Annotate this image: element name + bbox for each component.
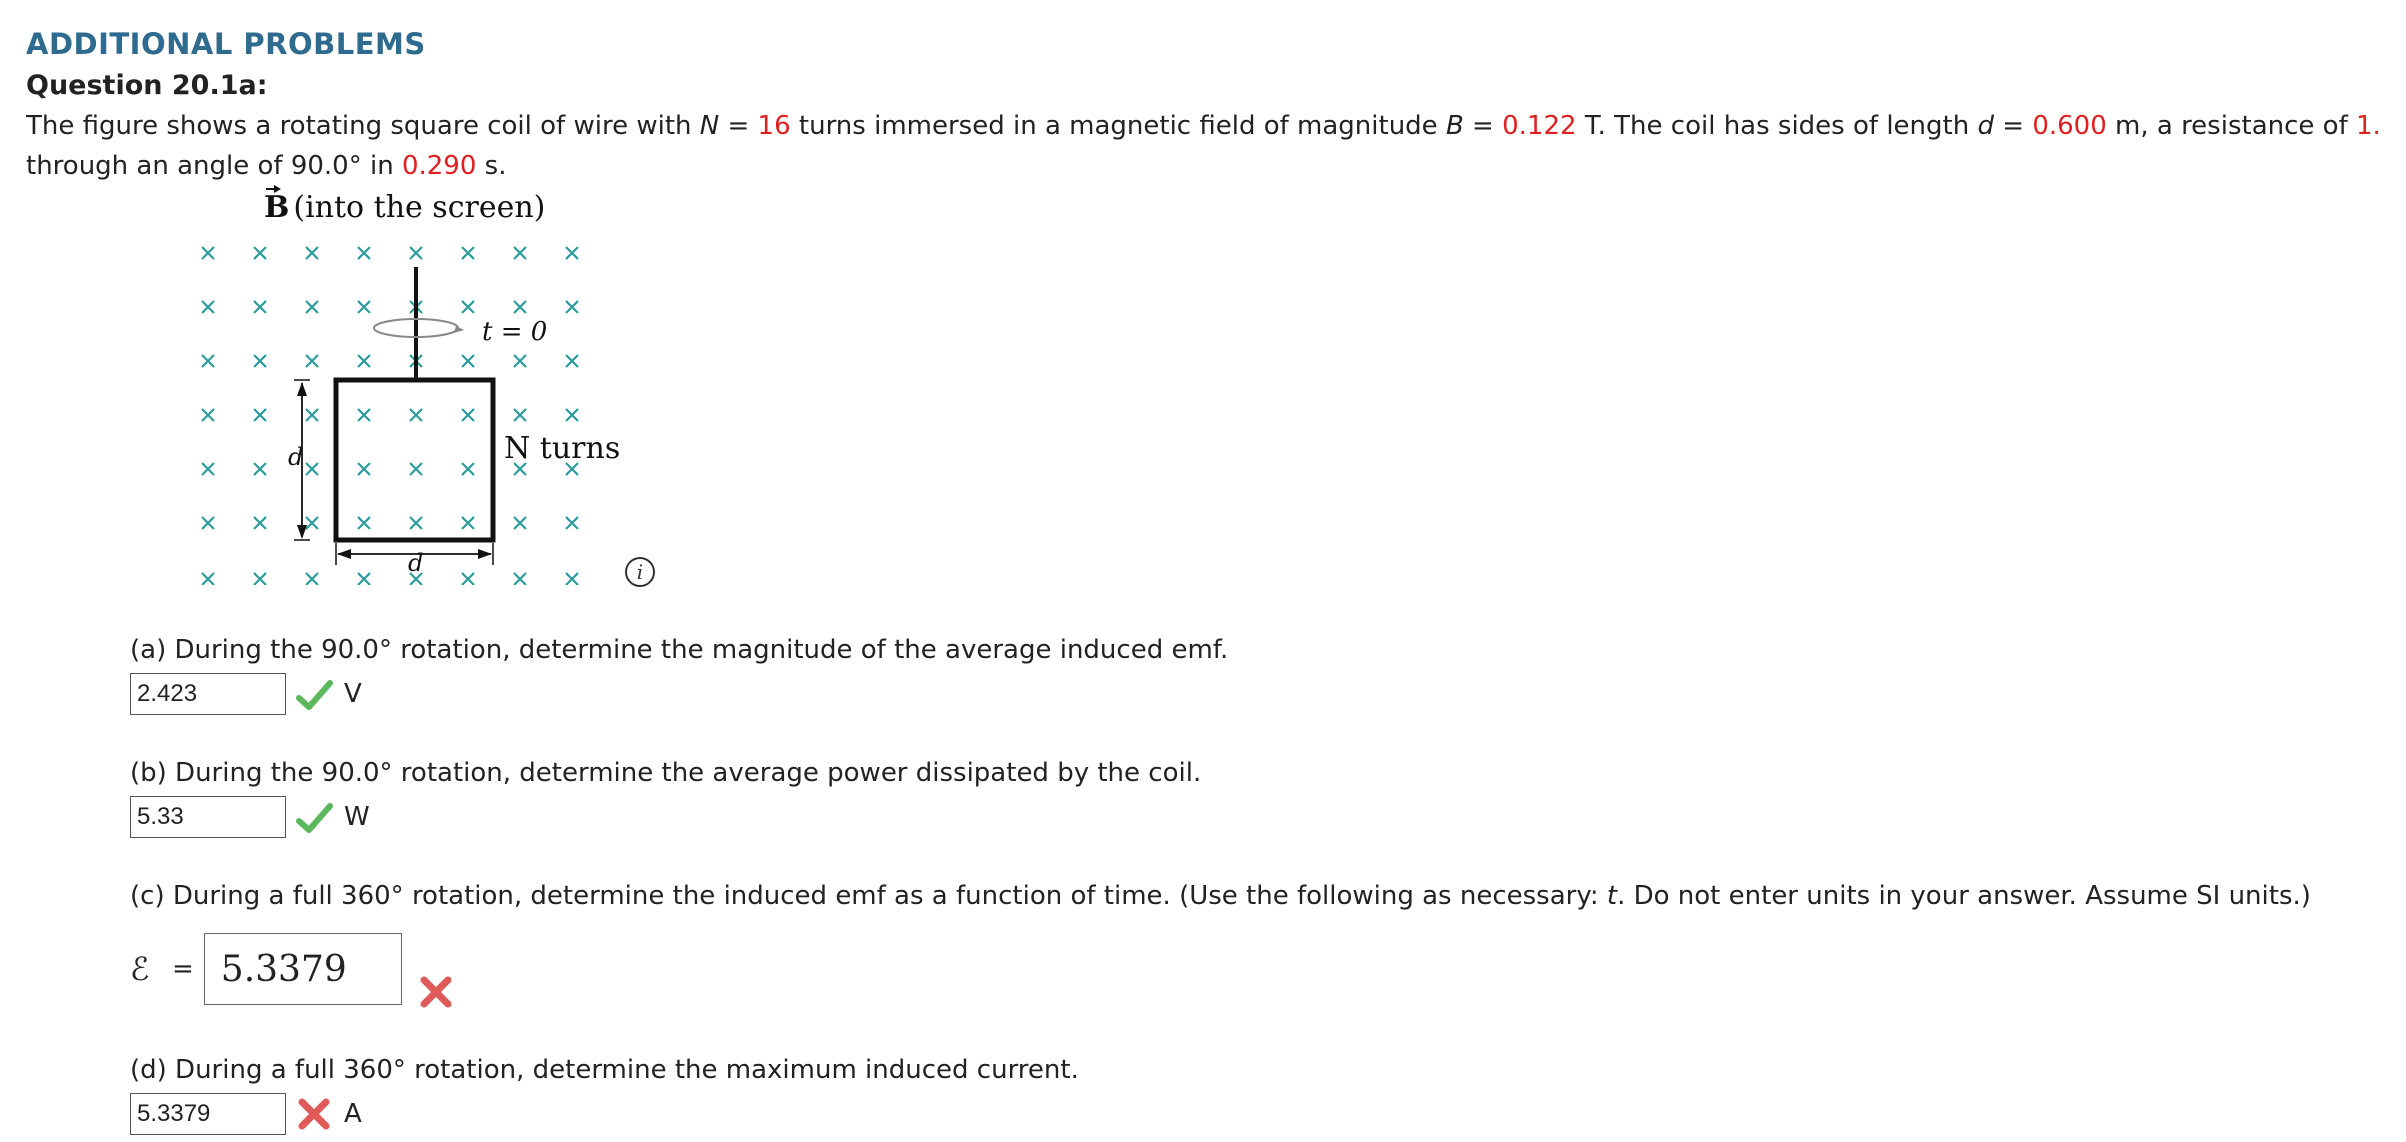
question-title: Question 20.1a: — [26, 70, 268, 101]
field-cross-mark — [514, 301, 526, 313]
field-cross-mark — [254, 247, 266, 259]
square-coil — [336, 380, 493, 540]
field-cross-mark — [306, 517, 318, 529]
part-a-answer-input[interactable] — [130, 673, 286, 715]
field-cross-mark — [202, 355, 214, 367]
field-cross-mark — [306, 301, 318, 313]
field-cross-mark — [358, 573, 370, 585]
rotation-arrowhead-icon — [454, 326, 464, 333]
given-t: 0.290 — [401, 151, 477, 181]
emf-equals: = — [172, 954, 194, 984]
coil-diagram — [160, 175, 640, 585]
field-cross-mark — [202, 409, 214, 421]
field-cross-mark — [358, 301, 370, 313]
given-R: 1. — [2355, 111, 2381, 141]
part-c-answer-input[interactable] — [204, 933, 402, 1005]
part-d-answer-input[interactable] — [130, 1093, 286, 1135]
field-cross-mark — [254, 517, 266, 529]
part-d — [130, 1052, 1079, 1136]
field-label: B (into the screen) — [264, 190, 546, 225]
field-cross-mark — [306, 409, 318, 421]
cross-icon — [416, 972, 456, 1012]
field-cross-mark — [566, 301, 578, 313]
part-c-label: (c) During a full 360° rotation, determine the induced emf as a function of time. (Use the following as necessary: t. Do not enter units in your answer. Assume SI units.) — [130, 881, 2311, 911]
field-cross-mark — [514, 355, 526, 367]
section-title: ADDITIONAL PROBLEMS — [26, 27, 426, 61]
question-statement: The figure shows a rotating square coil of wire with N = 16 turns immersed in a magnetic field of magnitude B = 0.122 T. The coil has sides of length d = 0.600 m, a resistance of 1. through an angle of 90.0° in 0.290 s. — [26, 111, 2381, 181]
field-cross-mark — [254, 463, 266, 475]
part-c — [130, 878, 2311, 1012]
d-label-vertical: d — [288, 443, 304, 471]
check-icon — [294, 674, 334, 714]
cross-icon — [294, 1094, 334, 1134]
field-cross-mark — [202, 573, 214, 585]
n-turns-label: N turns — [504, 431, 621, 466]
field-cross-mark — [358, 355, 370, 367]
check-icon — [294, 797, 334, 837]
field-cross-mark — [202, 247, 214, 259]
field-cross-mark — [462, 355, 474, 367]
var-t: t — [1606, 881, 1618, 911]
field-cross-mark — [462, 301, 474, 313]
given-N: 16 — [757, 111, 791, 141]
given-B: 0.122 — [1502, 111, 1577, 141]
field-cross-mark — [514, 409, 526, 421]
field-cross-mark — [254, 409, 266, 421]
part-a-label: (a) During the 90.0° rotation, determine the magnitude of the average induced emf. — [130, 635, 1229, 665]
coil-figure — [160, 175, 670, 611]
field-cross-mark — [358, 517, 370, 529]
info-icon[interactable]: i — [625, 557, 655, 587]
var-B: B — [1445, 111, 1464, 141]
field-cross-mark — [306, 355, 318, 367]
var-N: N — [699, 111, 720, 141]
field-cross-mark — [514, 573, 526, 585]
field-cross-mark — [358, 463, 370, 475]
field-cross-mark — [358, 409, 370, 421]
field-crosses — [202, 247, 578, 585]
field-cross-mark — [462, 247, 474, 259]
field-cross-mark — [514, 517, 526, 529]
field-cross-mark — [202, 301, 214, 313]
field-cross-mark — [254, 355, 266, 367]
field-cross-mark — [254, 301, 266, 313]
field-cross-mark — [410, 463, 422, 475]
field-cross-mark — [410, 517, 422, 529]
field-cross-mark — [566, 517, 578, 529]
field-cross-mark — [462, 573, 474, 585]
field-cross-mark — [566, 247, 578, 259]
field-cross-mark — [202, 463, 214, 475]
field-cross-mark — [462, 517, 474, 529]
field-cross-mark — [306, 247, 318, 259]
field-cross-mark — [306, 463, 318, 475]
part-b-answer-input[interactable] — [130, 796, 286, 838]
field-cross-mark — [410, 409, 422, 421]
emf-symbol: ℰ — [130, 950, 150, 988]
field-cross-mark — [566, 573, 578, 585]
field-cross-mark — [462, 409, 474, 421]
part-d-unit: A — [344, 1099, 362, 1129]
part-b-unit: W — [344, 802, 370, 832]
part-a — [130, 632, 1228, 716]
part-b — [130, 755, 1201, 839]
field-cross-mark — [254, 573, 266, 585]
field-cross-mark — [202, 517, 214, 529]
field-cross-mark — [514, 247, 526, 259]
field-cross-mark — [566, 355, 578, 367]
field-cross-mark — [358, 247, 370, 259]
part-a-unit: V — [344, 679, 362, 709]
field-cross-mark — [462, 463, 474, 475]
field-cross-mark — [566, 409, 578, 421]
t-zero-label: t = 0 — [482, 317, 548, 347]
part-d-label: (d) During a full 360° rotation, determine the maximum induced current. — [130, 1055, 1079, 1085]
field-cross-mark — [306, 573, 318, 585]
part-b-label: (b) During the 90.0° rotation, determine the average power dissipated by the coil. — [130, 758, 1202, 788]
d-label-horizontal: d — [408, 549, 424, 577]
field-cross-mark — [410, 247, 422, 259]
var-d: d — [1977, 111, 1994, 141]
given-d: 0.600 — [2032, 111, 2107, 141]
